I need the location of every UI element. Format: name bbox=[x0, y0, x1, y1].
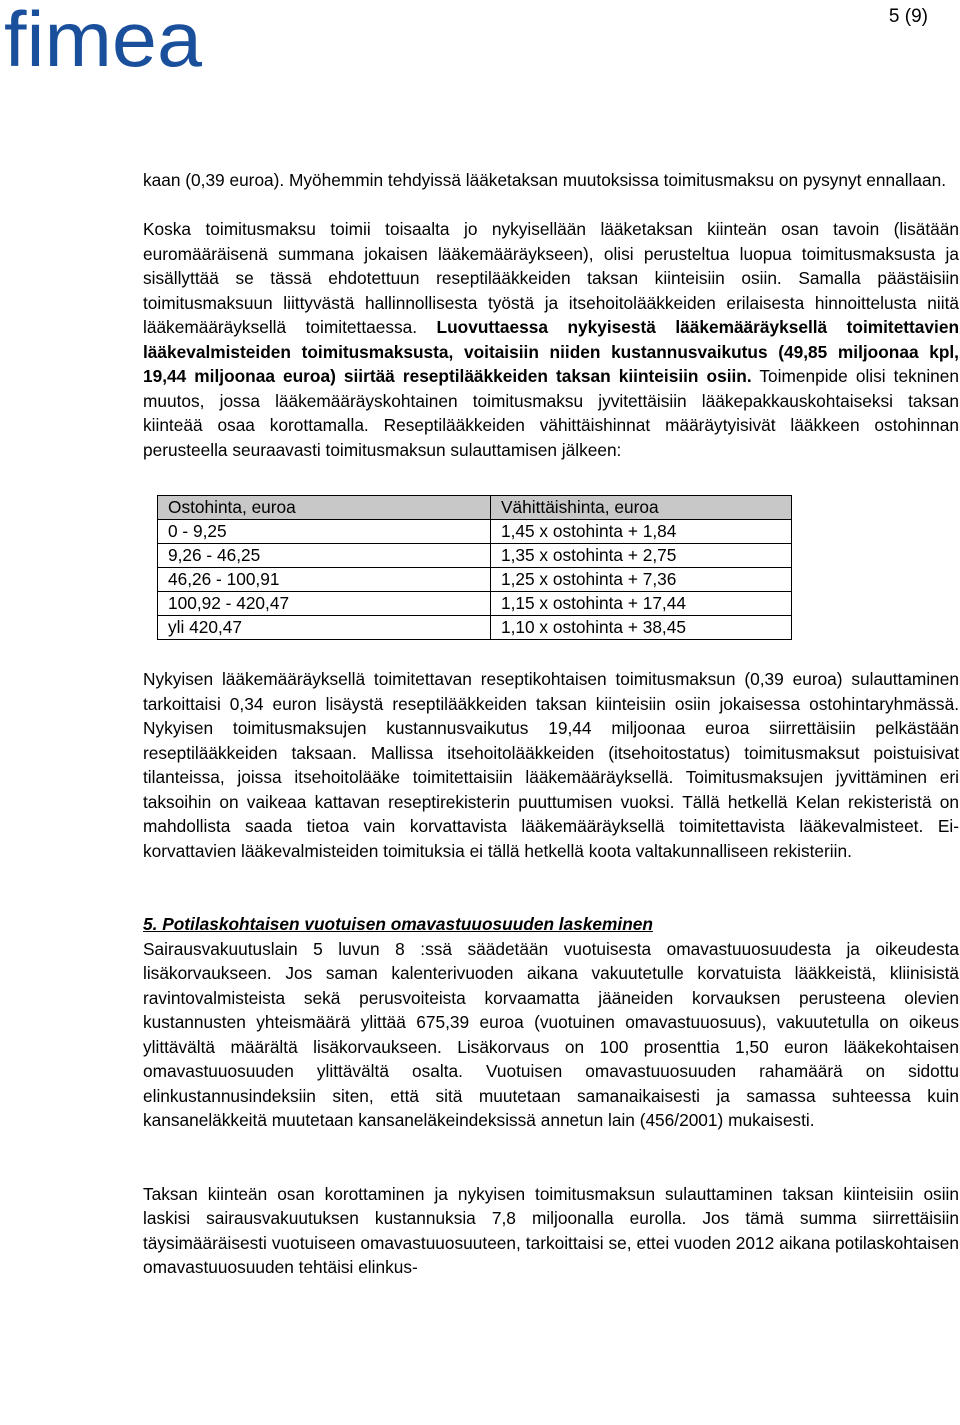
paragraph-2-bold: Luovuttaessa nykyisestä lääkemääräyksellä toimitettavien lääkevalmisteiden toimitusmaksusta, voitaisiin niiden kustannusvaikutus (49,85 miljoonaa kpl, 19,44 miljoonaa euroa) siirtää reseptilääkkeiden taksan kiinteisiin osiin. bbox=[143, 317, 960, 386]
paragraph-5: Taksan kiinteän osan korottaminen ja nykyisen toimitusmaksun sulauttaminen taksan kiinteisiin osiin laskisi sairausvakuutuksen kustannuksia 7,8 miljoonalla eurolla. Jos tämä summa siirrettäisiin täysimääräisesti vuotuiseen omavastuuosuuteen, tarkoittaisi se, ettei vuoden 2012 aikana potilaskohtaisen omavastuuosuuden tehtäisi elinkus- bbox=[143, 1183, 959, 1277]
table-cell: 1,10 x ostohinta + 38,45 bbox=[491, 616, 792, 640]
table-row bbox=[158, 568, 792, 592]
table-row bbox=[158, 616, 792, 640]
table-cell: yli 420,47 bbox=[158, 616, 491, 640]
paragraph-2-part-b: Toimenpide olisi tekninen muutos, jossa lääkemääräyskohtainen toimitusmaksu jyvitettäisiin lääkepakkauskohtaiseksi taksan kiinteää osaa korottamalla. Reseptilääkkeiden vähittäishinnat määräytyisivät lääkkeen ostohinnan perusteella seuraavasti toimitusmaksun sulauttamisen jälkeen: bbox=[143, 366, 959, 460]
price-table bbox=[157, 495, 792, 640]
paragraph-4: Sairausvakuutuslain 5 luvun 8 :ssä säädetään vuotuisesta omavastuuosuudesta ja oikeudesta lisäkorvaukseen. Jos saman kalenterivuoden aikana vakuutetulle korvatuista lääkkeistä, kliinisistä ravintovalmisteista sekä perusvoiteista korvaamatta jääneiden korvauksen perusteena olevien kustannusten yhteismäärä ylittää 675,39 euroa (vuotuinen omavastuuosuus), vakuutetulla on oikeus ylittävältä määrältä lisäkorvaukseen. Lisäkorvaus on 100 prosenttia 1,50 euron lääkekohtaisen omavastuuosuuden ylittävältä osalta. Vuotuisen omavastuuosuuden rahamäärä on sidottu elinkustannusindeksiin siten, että sitä muutetaan samanaikaisesti ja samassa suhteessa kuin kansaneläkkeitä muutetaan kansaneläkeindeksissä annetun lain (456/2001) mukaisesti. bbox=[143, 938, 959, 1130]
fimea-logo-text: fimea bbox=[4, 4, 203, 72]
table-cell: 100,92 - 420,47 bbox=[158, 592, 491, 616]
table-cell: 1,35 x ostohinta + 2,75 bbox=[491, 544, 792, 568]
paragraph-2 bbox=[143, 217, 959, 462]
paragraph-3: Nykyisen lääkemääräyksellä toimitettavan reseptikohtaisen toimitusmaksun (0,39 euroa) sulauttaminen tarkoittaisi 0,34 euron lisäystä reseptilääkkeiden taksan kiinteisiin osiin jokaisessa ostohintaryhmässä. Nykyisen toimitusmaksujen kustannusvaikutus 19,44 miljoonaa euroa siirrettäisiin pelkästään reseptilääkkeiden taksaan. Mallissa itsehoitolääkkeiden (itsehoitostatus) toimitusmaksut poistuisivat tilanteissa, joissa itsehoitolääke toimitettaisiin lääkemääräyksellä. Toimitusmaksujen jyvittäminen eri taksoihin on vaikeaa kattavan reseptirekisterin puuttumisen vuoksi. Tällä hetkellä Kelan rekisteristä on mahdollista saada tietoa vain korvattavista lääkemääräyksellä toimitettavista lääkevalmisteet. Ei-korvattavien lääkevalmisteiden toimituksia ei tällä hetkellä koota valtakunnalliseen rekisteriin. bbox=[143, 669, 959, 861]
table-row bbox=[158, 544, 792, 568]
table-cell: 46,26 - 100,91 bbox=[158, 568, 491, 592]
table-cell: 0 - 9,25 bbox=[158, 520, 491, 544]
table-row bbox=[158, 520, 792, 544]
table-header-cell: Ostohinta, euroa bbox=[158, 496, 491, 520]
section-heading: 5. Potilaskohtaisen vuotuisen omavastuuosuuden laskeminen bbox=[143, 914, 653, 934]
document-body bbox=[143, 168, 959, 1280]
fimea-logo bbox=[4, 4, 204, 72]
paragraph-2-part-a: Koska toimitusmaksu toimii toisaalta jo nykyisellään lääketaksan kiinteän osan tavoin (lisätään euromääräisenä summana jokaisen lääkemääräykseen), olisi perusteltua luopua toimitusmaksusta ja sisällyttää se tässä ehdotettuun reseptilääkkeiden taksan kiinteisiin osiin. Samalla päästäisiin toimitusmaksuun liittyvästä hallinnollisesta työstä ja itsehoitolääkkeiden erilaisesta hinnoittelusta niitä lääkemääräyksellä toimitettaessa. bbox=[143, 219, 959, 337]
table-cell: 1,25 x ostohinta + 7,36 bbox=[491, 568, 792, 592]
table-cell: 9,26 - 46,25 bbox=[158, 544, 491, 568]
page-number: 5 (9) bbox=[888, 6, 928, 27]
table-header-cell: Vähittäishinta, euroa bbox=[491, 496, 792, 520]
table-cell: 1,15 x ostohinta + 17,44 bbox=[491, 592, 792, 616]
paragraph-1: kaan (0,39 euroa). Myöhemmin tehdyissä lääketaksan muutoksissa toimitusmaksu on pysynyt ennallaan. bbox=[143, 170, 947, 190]
table-row bbox=[158, 592, 792, 616]
table-header-row bbox=[158, 496, 792, 520]
table-cell: 1,45 x ostohinta + 1,84 bbox=[491, 520, 792, 544]
